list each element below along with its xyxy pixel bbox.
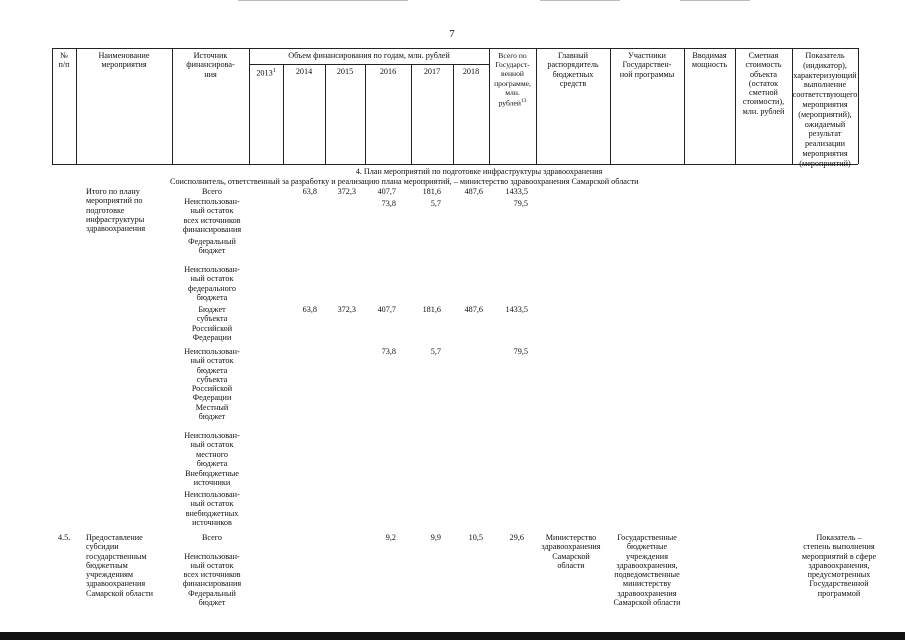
- scan-artifact: [680, 0, 750, 1]
- value-2016: 73,8: [381, 347, 396, 356]
- item-source: Всего Неиспользован- ный остаток всех источников финансирования Федеральный бюджет: [182, 533, 242, 608]
- header-year-2014: 2014: [295, 67, 313, 76]
- row-source: Бюджет субъекта Российской Федерации: [191, 305, 233, 342]
- header-participants: Участники Государствен- ной программы: [619, 51, 675, 79]
- header-year-2017: 2017: [423, 67, 441, 76]
- value-2015: 372,3: [337, 187, 356, 196]
- row-source: Неиспользован- ный остаток всех источников финансирования: [182, 197, 242, 234]
- header-year-2016: 2016: [379, 67, 397, 76]
- scan-artifact: [540, 0, 620, 1]
- scan-artifact: [238, 0, 408, 1]
- value-2014: 63,8: [302, 305, 317, 314]
- section-title: 4. План мероприятий по подготовке инфраструктуры здравоохранения: [355, 167, 603, 176]
- value-2016: 73,8: [381, 199, 396, 208]
- row-source: Федеральный бюджет: [188, 237, 236, 256]
- value-total: 1433,5: [505, 305, 528, 314]
- header-year-2013: 2013$^1$: [256, 68, 276, 78]
- value-2016: 407,7: [377, 305, 396, 314]
- section-coexecutor: Соисполнитель, ответственный за разработку и реализацию плана мероприятий, – министерство здравоохранения Самарской области: [170, 177, 639, 186]
- value-2017: 5,7: [430, 347, 441, 356]
- row-source: Неиспользован- ный остаток местного бюджета: [184, 431, 240, 468]
- value-2017: 181,6: [422, 187, 441, 196]
- value-total: 1433,5: [505, 187, 528, 196]
- header-total: Всего по Государст- венной программе, млн. рублей$^{13}$: [494, 51, 531, 108]
- value-2016: 407,7: [377, 187, 396, 196]
- value-2018: 487,6: [464, 187, 483, 196]
- header-source: Источник финансирова- ния: [186, 51, 235, 79]
- value-2018: 487,6: [464, 305, 483, 314]
- row-source: Неиспользован- ный остаток федерального бюджета: [184, 265, 240, 302]
- value-2017: 181,6: [422, 305, 441, 314]
- header-financing: Объем финансирования по годам, млн. рублей: [288, 51, 450, 60]
- value-2015: 372,3: [337, 305, 356, 314]
- header-year-2018: 2018: [462, 67, 480, 76]
- row-source: Неиспользован- ный остаток бюджета субъекта Российской Федерации: [184, 347, 240, 403]
- row-source: Неиспользован- ный остаток внебюджетных источников: [184, 490, 240, 527]
- header-estimate: Сметная стоимость объекта (остаток сметной стоимости), млн. рублей: [742, 51, 785, 116]
- row-source: Местный бюджет: [195, 403, 229, 422]
- scan-border: [0, 632, 905, 640]
- item-participants: Государственные бюджетные учреждения здравоохранения, подведомственные министерству здравоохранения Самарской области: [613, 533, 681, 608]
- value-2017: 5,7: [430, 199, 441, 208]
- value-2014: 63,8: [302, 187, 317, 196]
- page-number: 7: [449, 28, 455, 40]
- total-block-name: Итого по плану мероприятий по подготовке инфраструктуры здравоохранения: [86, 187, 146, 234]
- value-2016: 9,2: [385, 533, 396, 542]
- item-indicator: Показатель – степень выполнения мероприятий в сфере здравоохранения, предусмотренных Государственной программой: [801, 533, 877, 598]
- item-name: Предоставление субсидии государственным бюджетным учреждениям здравоохранения Самарской области: [86, 533, 154, 598]
- value-total: 29,6: [509, 533, 524, 542]
- value-total: 79,5: [513, 347, 528, 356]
- row-source: Всего: [201, 187, 223, 196]
- header-year-2015: 2015: [336, 67, 354, 76]
- item-no: 4.5.: [58, 533, 71, 542]
- item-main-manager: Министерство здравоохранения Самарской области: [541, 533, 601, 570]
- value-total: 79,5: [513, 199, 528, 208]
- value-2017: 9,9: [430, 533, 441, 542]
- header-main-manager: Главный распорядитель бюджетных средств: [547, 51, 599, 88]
- header-indicator: Показатель (индикатор), характеризующий выполнение соответствующего мероприятия (мероприятий), ожидаемый результат реализации мероприятия (мероприятий): [792, 51, 858, 168]
- header-no: № п/п: [58, 51, 70, 70]
- header-name: Наименование мероприятия: [98, 51, 150, 70]
- value-2018: 10,5: [468, 533, 483, 542]
- row-source: Внебюджетные источники: [185, 469, 239, 488]
- header-capacity: Вводимая мощность: [691, 51, 728, 70]
